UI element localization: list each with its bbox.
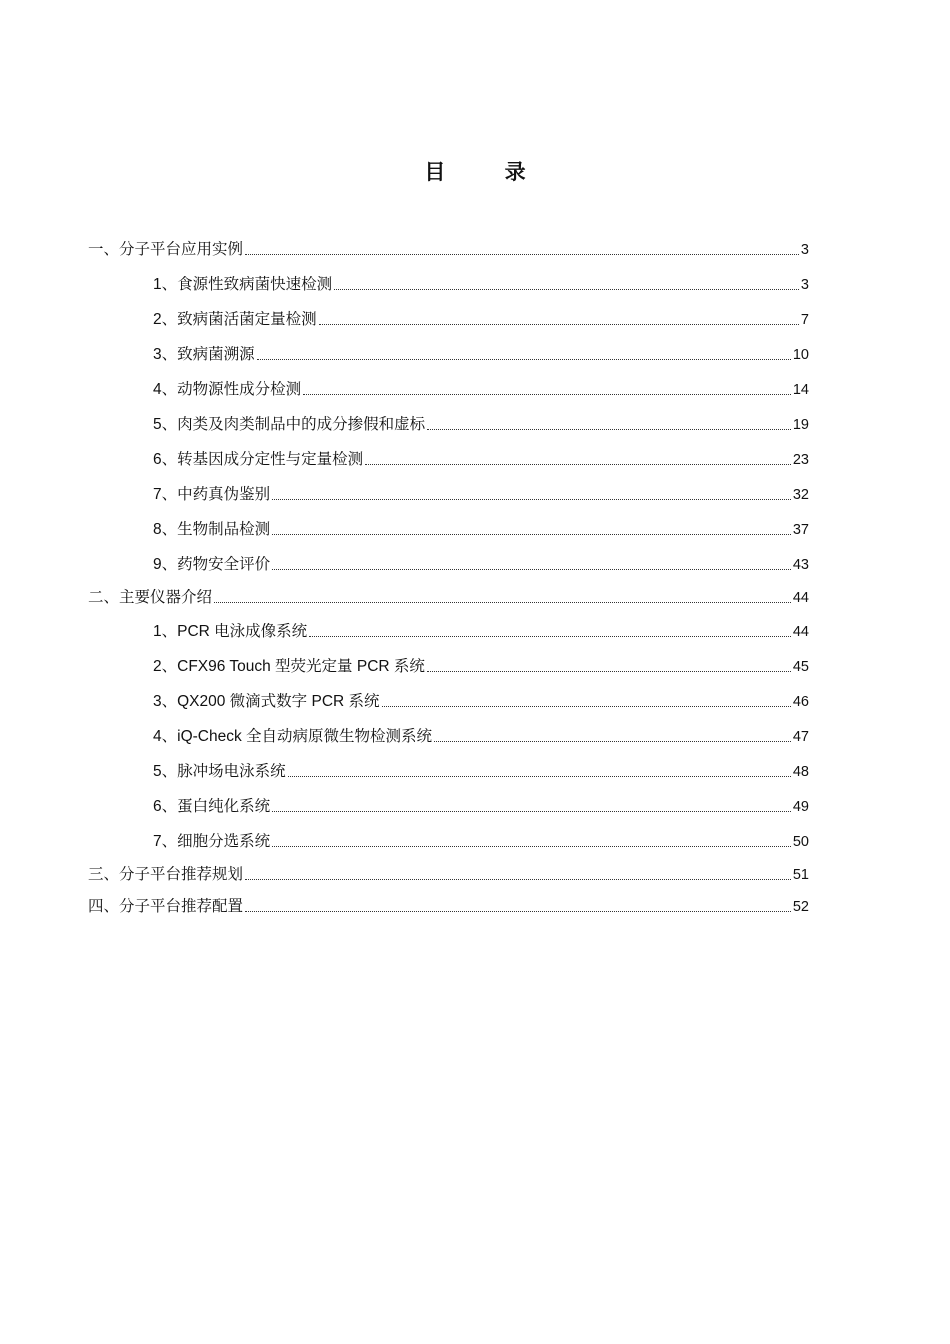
toc-entry-text: 9、药物安全评价 — [153, 556, 271, 573]
toc-entry[interactable] — [88, 797, 809, 817]
toc-entry-page: 32 — [792, 487, 809, 503]
dot-leader — [434, 741, 791, 742]
dot-leader — [309, 636, 791, 637]
toc-entry-page: 51 — [792, 867, 809, 883]
dot-leader — [365, 464, 791, 465]
toc-entry-text: 5、肉类及肉类制品中的成分掺假和虚标 — [153, 416, 426, 433]
toc-entry-text: 三、分子平台推荐规划 — [88, 866, 244, 883]
toc-entry-page: 44 — [792, 590, 809, 606]
toc-entry-text: 2、致病菌活菌定量检测 — [153, 311, 317, 328]
toc-entry[interactable] — [88, 762, 809, 782]
toc-entry[interactable] — [88, 450, 809, 470]
toc-entry[interactable] — [88, 622, 809, 642]
toc-entry-page: 3 — [800, 277, 809, 293]
dot-leader — [334, 289, 799, 290]
toc-entry[interactable] — [88, 555, 809, 575]
dot-leader — [272, 499, 791, 500]
toc-entry-text: 二、主要仪器介绍 — [88, 589, 213, 606]
dot-leader — [245, 879, 791, 880]
toc-entry[interactable] — [88, 275, 809, 295]
toc-entry[interactable] — [88, 588, 809, 608]
toc-entry-text: 5、脉冲场电泳系统 — [153, 763, 286, 780]
toc-entry-page: 7 — [800, 312, 809, 328]
dot-leader — [257, 359, 791, 360]
dot-leader — [272, 569, 791, 570]
toc-entry-page: 50 — [792, 834, 809, 850]
toc-entry-text: 1、PCR 电泳成像系统 — [153, 623, 308, 640]
toc-title: 目 录 — [424, 159, 552, 184]
toc-entry-page: 43 — [792, 557, 809, 573]
toc-entry-text: 1、食源性致病菌快速检测 — [153, 276, 333, 293]
toc-entry[interactable] — [88, 865, 809, 885]
toc-entry-text: 7、中药真伪鉴别 — [153, 486, 271, 503]
toc-entry-page: 37 — [792, 522, 809, 538]
toc-entry[interactable] — [88, 727, 809, 747]
toc-entry-page: 44 — [792, 624, 809, 640]
toc-entry-text: 4、动物源性成分检测 — [153, 381, 302, 398]
toc-entry-page: 46 — [792, 694, 809, 710]
toc-entry-page: 48 — [792, 764, 809, 780]
toc-entry[interactable] — [88, 485, 809, 505]
table-of-contents — [88, 240, 809, 917]
dot-leader — [245, 911, 791, 912]
toc-entry-page: 52 — [792, 899, 809, 915]
dot-leader — [427, 429, 791, 430]
toc-entry-page: 14 — [792, 382, 809, 398]
toc-entry[interactable] — [88, 310, 809, 330]
toc-entry-page: 19 — [792, 417, 809, 433]
toc-entry-page: 45 — [792, 659, 809, 675]
dot-leader — [272, 846, 791, 847]
dot-leader — [272, 811, 791, 812]
toc-entry[interactable] — [88, 832, 809, 852]
toc-entry-text: 6、转基因成分定性与定量检测 — [153, 451, 364, 468]
toc-entry[interactable] — [88, 345, 809, 365]
toc-entry[interactable] — [88, 692, 809, 712]
toc-entry[interactable] — [88, 415, 809, 435]
toc-entry-text: 7、细胞分选系统 — [153, 833, 271, 850]
toc-entry-text: 8、生物制品检测 — [153, 521, 271, 538]
toc-entry-text: 四、分子平台推荐配置 — [88, 898, 244, 915]
toc-entry-page: 49 — [792, 799, 809, 815]
toc-entry-text: 4、iQ-Check 全自动病原微生物检测系统 — [153, 728, 433, 745]
toc-entry-page: 3 — [800, 242, 809, 258]
toc-entry-text: 6、蛋白纯化系统 — [153, 798, 271, 815]
toc-entry-page: 23 — [792, 452, 809, 468]
toc-entry-text: 3、致病菌溯源 — [153, 346, 255, 363]
toc-entry[interactable] — [88, 657, 809, 677]
dot-leader — [272, 534, 791, 535]
toc-entry-page: 47 — [792, 729, 809, 745]
toc-entry-text: 一、分子平台应用实例 — [88, 241, 244, 258]
toc-entry-text: 2、CFX96 Touch 型荧光定量 PCR 系统 — [153, 658, 425, 675]
dot-leader — [382, 706, 791, 707]
dot-leader — [427, 671, 791, 672]
toc-entry-text: 3、QX200 微滴式数字 PCR 系统 — [153, 693, 380, 710]
dot-leader — [245, 254, 799, 255]
dot-leader — [288, 776, 791, 777]
dot-leader — [214, 602, 791, 603]
toc-entry-page: 10 — [792, 347, 809, 363]
dot-leader — [303, 394, 791, 395]
toc-entry[interactable] — [88, 520, 809, 540]
toc-entry[interactable] — [88, 380, 809, 400]
toc-entry[interactable] — [88, 897, 809, 917]
dot-leader — [319, 324, 799, 325]
toc-entry[interactable] — [88, 240, 809, 260]
